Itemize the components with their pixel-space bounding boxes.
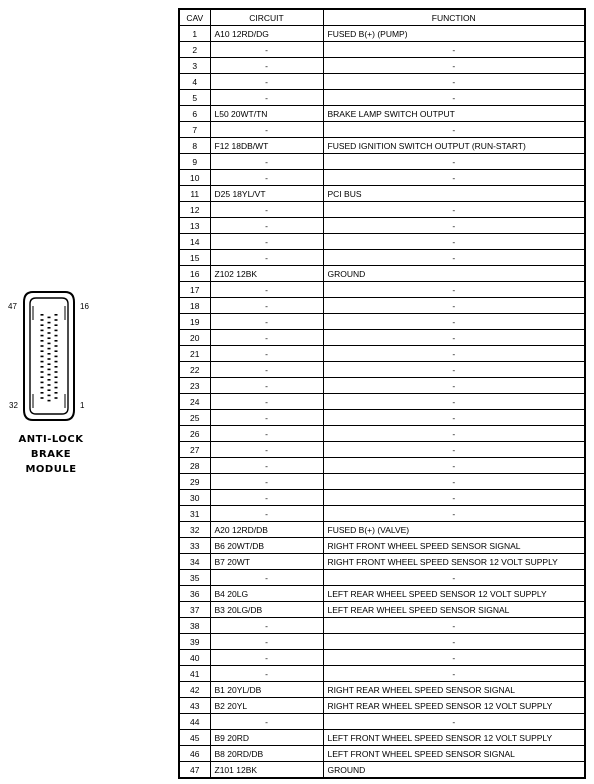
circuit-cell: A10 12RD/DG	[210, 26, 323, 42]
connector-pin	[55, 335, 58, 337]
table-row	[179, 250, 585, 266]
function-cell: -	[323, 618, 585, 634]
connector-pin	[48, 317, 51, 319]
circuit-cell: -	[210, 634, 323, 650]
function-cell: PCI BUS	[323, 186, 585, 202]
table-row	[179, 170, 585, 186]
circuit-cell: -	[210, 282, 323, 298]
cav-cell: 18	[179, 298, 210, 314]
cav-cell: 23	[179, 378, 210, 394]
cav-cell: 20	[179, 330, 210, 346]
connector-pin-grid	[41, 314, 58, 401]
circuit-cell: B2 20YL	[210, 698, 323, 714]
connector-pin	[48, 348, 51, 350]
cav-cell: 31	[179, 506, 210, 522]
connector-pin	[55, 366, 58, 368]
table-row	[179, 570, 585, 586]
cav-cell: 7	[179, 122, 210, 138]
function-cell: -	[323, 122, 585, 138]
function-cell: -	[323, 90, 585, 106]
table-row	[179, 330, 585, 346]
cav-cell: 15	[179, 250, 210, 266]
circuit-cell: -	[210, 458, 323, 474]
cav-cell: 3	[179, 58, 210, 74]
circuit-cell: -	[210, 346, 323, 362]
cav-cell: 36	[179, 586, 210, 602]
table-row	[179, 410, 585, 426]
function-cell: LEFT FRONT WHEEL SPEED SENSOR 12 VOLT SUPPLY	[323, 730, 585, 746]
cav-cell: 19	[179, 314, 210, 330]
circuit-cell: -	[210, 234, 323, 250]
module-caption	[8, 432, 94, 477]
table-row	[179, 522, 585, 538]
circuit-cell: -	[210, 618, 323, 634]
connector-pin	[48, 384, 51, 386]
connector-pin	[55, 314, 58, 316]
pinout-table	[178, 8, 586, 779]
table-row	[179, 378, 585, 394]
table-row	[179, 682, 585, 698]
table-row	[179, 762, 585, 779]
cav-cell: 46	[179, 746, 210, 762]
connector-pin	[41, 387, 44, 389]
cav-cell: 33	[179, 538, 210, 554]
connector-pin	[41, 392, 44, 394]
circuit-cell: -	[210, 250, 323, 266]
circuit-cell: -	[210, 490, 323, 506]
circuit-cell: -	[210, 74, 323, 90]
table-row	[179, 282, 585, 298]
function-cell: -	[323, 58, 585, 74]
table-row	[179, 650, 585, 666]
circuit-cell: -	[210, 122, 323, 138]
function-cell: -	[323, 234, 585, 250]
circuit-cell: -	[210, 442, 323, 458]
header-circuit: CIRCUIT	[210, 9, 323, 26]
connector-pin	[55, 330, 58, 332]
cav-cell: 4	[179, 74, 210, 90]
function-cell: LEFT REAR WHEEL SPEED SENSOR 12 VOLT SUPPLY	[323, 586, 585, 602]
connector-pin	[41, 314, 44, 316]
module-caption-line: ANTI-LOCK	[18, 434, 84, 445]
table-row	[179, 666, 585, 682]
connector-pin	[41, 376, 44, 378]
connector-pin	[48, 322, 51, 324]
circuit-cell: B8 20RD/DB	[210, 746, 323, 762]
function-cell: LEFT REAR WHEEL SPEED SENSOR SIGNAL	[323, 602, 585, 618]
table-row	[179, 730, 585, 746]
function-cell: -	[323, 170, 585, 186]
function-cell: GROUND	[323, 762, 585, 779]
cav-cell: 39	[179, 634, 210, 650]
circuit-cell: D25 18YL/VT	[210, 186, 323, 202]
function-cell: -	[323, 714, 585, 730]
connector-pin	[55, 376, 58, 378]
circuit-cell: -	[210, 474, 323, 490]
function-cell: -	[323, 490, 585, 506]
cav-cell: 16	[179, 266, 210, 282]
circuit-cell: B6 20WT/DB	[210, 538, 323, 554]
cav-cell: 5	[179, 90, 210, 106]
header-cav: CAV	[179, 9, 210, 26]
connector-pin	[48, 379, 51, 381]
function-cell: RIGHT REAR WHEEL SPEED SENSOR SIGNAL	[323, 682, 585, 698]
table-row	[179, 586, 585, 602]
function-cell: FUSED B(+) (PUMP)	[323, 26, 585, 42]
table-row	[179, 106, 585, 122]
connector-pin	[48, 363, 51, 365]
cav-cell: 6	[179, 106, 210, 122]
function-cell: -	[323, 218, 585, 234]
connector-pin	[55, 387, 58, 389]
cav-cell: 25	[179, 410, 210, 426]
table-row	[179, 74, 585, 90]
table-row	[179, 442, 585, 458]
circuit-cell: Z102 12BK	[210, 266, 323, 282]
function-cell: RIGHT FRONT WHEEL SPEED SENSOR SIGNAL	[323, 538, 585, 554]
connector-pin	[48, 332, 51, 334]
pin-label-top-right: 16	[80, 302, 89, 311]
table-row	[179, 234, 585, 250]
table-row	[179, 426, 585, 442]
circuit-cell: A20 12RD/DB	[210, 522, 323, 538]
circuit-cell: -	[210, 218, 323, 234]
table-row	[179, 474, 585, 490]
connector-pin	[48, 395, 51, 397]
table-row	[179, 506, 585, 522]
cav-cell: 11	[179, 186, 210, 202]
connector-pin	[41, 335, 44, 337]
function-cell: -	[323, 570, 585, 586]
function-cell: FUSED B(+) (VALVE)	[323, 522, 585, 538]
table-row	[179, 714, 585, 730]
table-row	[179, 458, 585, 474]
table-row	[179, 154, 585, 170]
table-row	[179, 746, 585, 762]
table-row	[179, 362, 585, 378]
circuit-cell: B3 20LG/DB	[210, 602, 323, 618]
connector-pin	[41, 397, 44, 399]
circuit-cell: Z101 12BK	[210, 762, 323, 779]
cav-cell: 40	[179, 650, 210, 666]
function-cell: -	[323, 426, 585, 442]
circuit-cell: -	[210, 330, 323, 346]
cav-cell: 14	[179, 234, 210, 250]
circuit-cell: -	[210, 378, 323, 394]
connector-pin	[41, 324, 44, 326]
pin-label-top-left: 47	[8, 302, 17, 311]
cav-cell: 47	[179, 762, 210, 779]
function-cell: -	[323, 650, 585, 666]
cav-cell: 13	[179, 218, 210, 234]
cav-cell: 37	[179, 602, 210, 618]
function-cell: -	[323, 410, 585, 426]
function-cell: -	[323, 634, 585, 650]
cav-cell: 29	[179, 474, 210, 490]
function-cell: -	[323, 394, 585, 410]
circuit-cell: -	[210, 170, 323, 186]
table-row	[179, 266, 585, 282]
connector-pin	[41, 366, 44, 368]
cav-cell: 10	[179, 170, 210, 186]
circuit-cell: -	[210, 154, 323, 170]
cav-cell: 38	[179, 618, 210, 634]
connector-pin	[55, 356, 58, 358]
connector-pin	[41, 330, 44, 332]
cav-cell: 30	[179, 490, 210, 506]
table-row	[179, 394, 585, 410]
table-row	[179, 186, 585, 202]
circuit-cell: -	[210, 42, 323, 58]
function-cell: FUSED IGNITION SWITCH OUTPUT (RUN-START)	[323, 138, 585, 154]
function-cell: -	[323, 474, 585, 490]
circuit-cell: -	[210, 362, 323, 378]
connector-pin	[41, 319, 44, 321]
connector-pin	[41, 350, 44, 352]
cav-cell: 9	[179, 154, 210, 170]
function-cell: -	[323, 42, 585, 58]
cav-cell: 26	[179, 426, 210, 442]
table-row	[179, 90, 585, 106]
table-row	[179, 58, 585, 74]
connector-pin	[48, 400, 51, 402]
circuit-cell: -	[210, 298, 323, 314]
circuit-cell: -	[210, 410, 323, 426]
connector-pin	[41, 361, 44, 363]
table-row	[179, 218, 585, 234]
table-row	[179, 122, 585, 138]
connector-pin	[55, 361, 58, 363]
function-cell: -	[323, 458, 585, 474]
pinout-table-body	[179, 26, 585, 779]
connector-pin	[48, 358, 51, 360]
table-row	[179, 634, 585, 650]
circuit-cell: -	[210, 650, 323, 666]
function-cell: GROUND	[323, 266, 585, 282]
function-cell: LEFT FRONT WHEEL SPEED SENSOR SIGNAL	[323, 746, 585, 762]
function-cell: -	[323, 666, 585, 682]
connector-pin	[55, 319, 58, 321]
cav-cell: 45	[179, 730, 210, 746]
circuit-cell: B4 20LG	[210, 586, 323, 602]
connector-pin	[48, 369, 51, 371]
table-row	[179, 490, 585, 506]
circuit-cell: -	[210, 666, 323, 682]
connector-pin	[41, 382, 44, 384]
function-cell: -	[323, 378, 585, 394]
table-header-row	[179, 9, 585, 26]
circuit-cell: L50 20WT/TN	[210, 106, 323, 122]
function-cell: -	[323, 362, 585, 378]
function-cell: -	[323, 298, 585, 314]
module-caption-line: MODULE	[25, 464, 77, 475]
circuit-cell: -	[210, 202, 323, 218]
cav-cell: 28	[179, 458, 210, 474]
function-cell: -	[323, 154, 585, 170]
connector-pin	[41, 345, 44, 347]
cav-cell: 44	[179, 714, 210, 730]
function-cell: RIGHT FRONT WHEEL SPEED SENSOR 12 VOLT SUPPLY	[323, 554, 585, 570]
circuit-cell: -	[210, 58, 323, 74]
circuit-cell: B9 20RD	[210, 730, 323, 746]
cav-cell: 27	[179, 442, 210, 458]
connector-pin	[55, 392, 58, 394]
function-cell: RIGHT REAR WHEEL SPEED SENSOR 12 VOLT SUPPLY	[323, 698, 585, 714]
table-row	[179, 554, 585, 570]
function-cell: -	[323, 506, 585, 522]
connector-pin	[41, 371, 44, 373]
function-cell: -	[323, 282, 585, 298]
function-cell: -	[323, 330, 585, 346]
cav-cell: 22	[179, 362, 210, 378]
module-caption-line: BRAKE	[30, 449, 72, 460]
connector-pin	[41, 356, 44, 358]
connector-pin	[48, 353, 51, 355]
cav-cell: 42	[179, 682, 210, 698]
connector-pin	[55, 382, 58, 384]
connector-pin	[48, 374, 51, 376]
circuit-cell: B1 20YL/DB	[210, 682, 323, 698]
circuit-cell: -	[210, 714, 323, 730]
connector-pin	[48, 337, 51, 339]
table-row	[179, 346, 585, 362]
table-row	[179, 298, 585, 314]
connector-pin	[41, 340, 44, 342]
connector-pin	[48, 343, 51, 345]
function-cell: -	[323, 74, 585, 90]
circuit-cell: -	[210, 90, 323, 106]
circuit-cell: B7 20WT	[210, 554, 323, 570]
connector-pin	[48, 389, 51, 391]
table-row	[179, 202, 585, 218]
cav-cell: 2	[179, 42, 210, 58]
table-row	[179, 26, 585, 42]
circuit-cell: -	[210, 394, 323, 410]
cav-cell: 1	[179, 26, 210, 42]
cav-cell: 35	[179, 570, 210, 586]
circuit-cell: -	[210, 570, 323, 586]
cav-cell: 24	[179, 394, 210, 410]
circuit-cell: -	[210, 314, 323, 330]
circuit-cell: -	[210, 506, 323, 522]
table-row	[179, 42, 585, 58]
cav-cell: 32	[179, 522, 210, 538]
table-row	[179, 602, 585, 618]
function-cell: -	[323, 346, 585, 362]
function-cell: -	[323, 314, 585, 330]
function-cell: -	[323, 202, 585, 218]
table-row	[179, 138, 585, 154]
connector-pin	[55, 324, 58, 326]
circuit-cell: -	[210, 426, 323, 442]
cav-cell: 8	[179, 138, 210, 154]
table-row	[179, 698, 585, 714]
pin-label-bottom-right: 1	[80, 401, 85, 410]
connector-pin	[55, 397, 58, 399]
pin-label-bottom-left: 32	[9, 401, 18, 410]
cav-cell: 43	[179, 698, 210, 714]
cav-cell: 21	[179, 346, 210, 362]
table-row	[179, 314, 585, 330]
table-row	[179, 618, 585, 634]
connector-pin	[55, 345, 58, 347]
cav-cell: 17	[179, 282, 210, 298]
connector-pin	[48, 327, 51, 329]
connector-pin	[55, 371, 58, 373]
function-cell: -	[323, 250, 585, 266]
cav-cell: 34	[179, 554, 210, 570]
table-row	[179, 538, 585, 554]
cav-cell: 12	[179, 202, 210, 218]
cav-cell: 41	[179, 666, 210, 682]
function-cell: BRAKE LAMP SWITCH OUTPUT	[323, 106, 585, 122]
connector-pin	[55, 350, 58, 352]
connector-pin	[55, 340, 58, 342]
function-cell: -	[323, 442, 585, 458]
header-function: FUNCTION	[323, 9, 585, 26]
circuit-cell: F12 18DB/WT	[210, 138, 323, 154]
